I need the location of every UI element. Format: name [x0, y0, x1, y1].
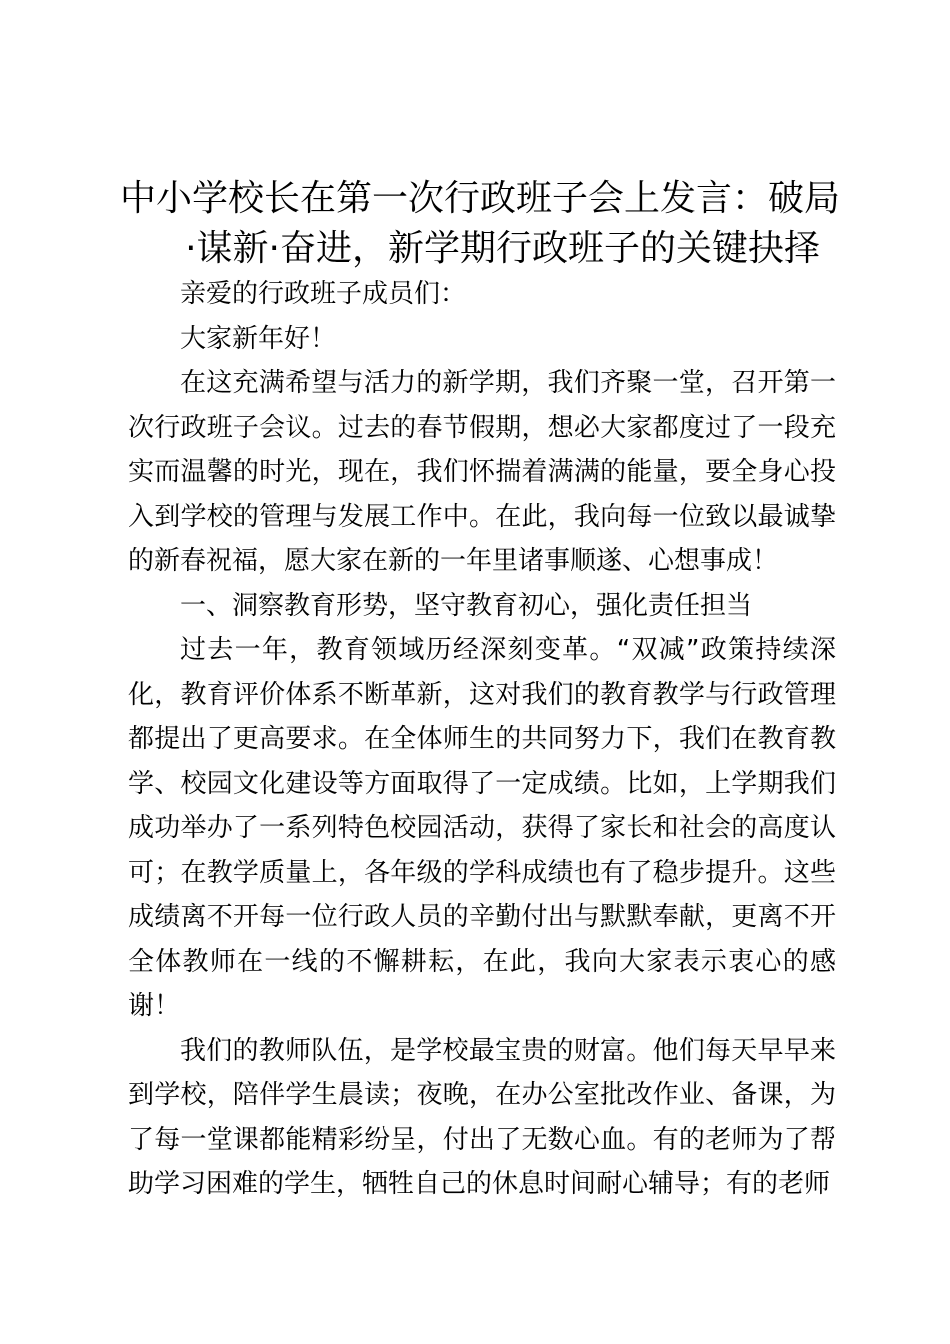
- paragraph: 在这充满希望与活力的新学期，我们齐聚一堂，召开第一次行政班子会议。过去的春节假期，想必大家都度过了一段充实而温馨的时光，现在，我们怀揣着满满的能量，要全身心投入到学校的管理与发展工作中。在此，我向每一位致以最诚挚的新春祝福，愿大家在新的一年里诸事顺遂、心想事成！: [128, 368, 836, 576]
- paragraph: 过去一年，教育领域历经深刻变革。“双减”政策持续深化，教育评价体系不断革新，这对我们的教育教学与行政管理都提出了更高要求。在全体师生的共同努力下，我们在教育教学、校园文化建设等方面取得了一定成绩。比如，上学期我们成功举办了一系列特色校园活动，获得了家长和社会的高度认可；在教学质量上，各年级的学科成绩也有了稳步提升。这些成绩离不开每一位行政人员的辛勤付出与默默奉献，更离不开全体教师在一线的不懈耕耘，在此，我向大家表示衷心的感谢！: [128, 635, 836, 1021]
- greeting: 大家新年好！: [180, 323, 337, 354]
- document-body: [128, 272, 836, 1207]
- document-title-line-2: ·谋新·奋进，新学期行政班子的关键抉择: [185, 228, 820, 269]
- document-title-line-1: 中小学校长在第一次行政班子会上发言：破局: [120, 178, 841, 219]
- section-heading: 一、洞察教育形势，坚守教育初心，强化责任担当: [180, 590, 753, 621]
- salutation: 亲爱的行政班子成员们：: [180, 279, 467, 309]
- paragraph: 我们的教师队伍，是学校最宝贵的财富。他们每天早早来到学校，陪伴学生晨读；夜晚，在办公室批改作业、备课，为了每一堂课都能精彩纷呈，付出了无数心血。有的老师为了帮助学习困难的学生，牺牲自己的休息时间耐心辅导；有的老师: [128, 1035, 836, 1199]
